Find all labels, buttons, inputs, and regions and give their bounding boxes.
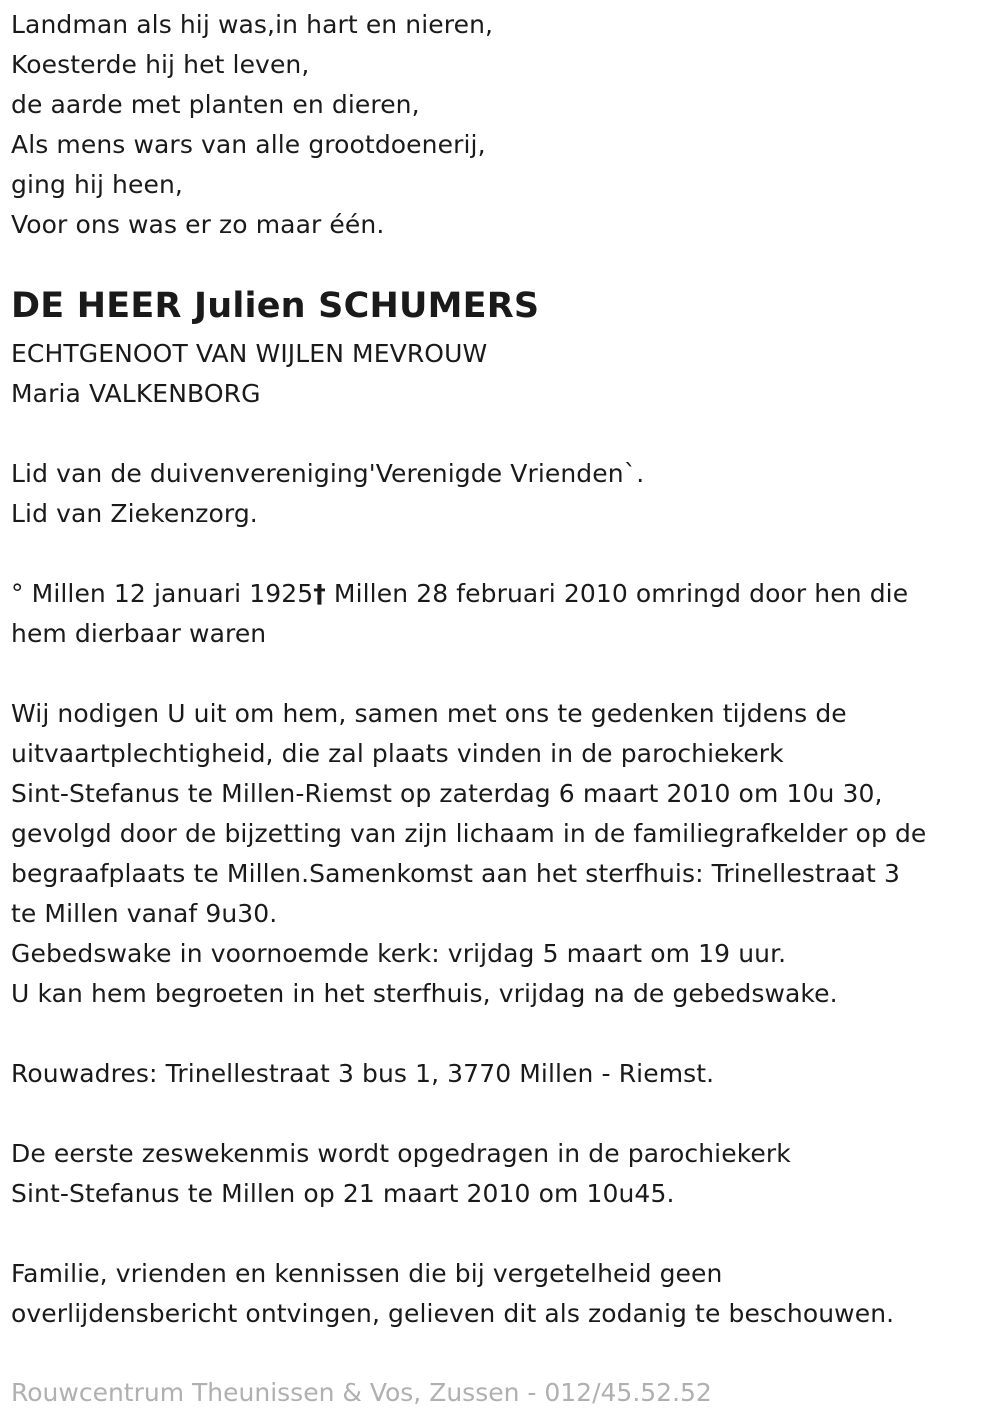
dates-line: hem dierbaar waren: [11, 619, 267, 648]
mourning-address: [11, 1054, 714, 1094]
poem-line: ging hij heen,: [11, 170, 183, 199]
invitation-line: Wij nodigen U uit om hem, samen met ons te gedenken tijdens de: [11, 699, 847, 728]
invitation-line: te Millen vanaf 9u30.: [11, 899, 278, 928]
spouse-line: ECHTGENOOT VAN WIJLEN MEVROUW: [11, 339, 488, 368]
memberships: [11, 454, 644, 534]
dates-line: [11, 574, 908, 614]
spouse-info: [11, 334, 487, 414]
death-date: Millen 28 februari 2010 omringd door hen die: [325, 579, 909, 608]
family-notice-line: Familie, vrienden en kennissen die bij vergetelheid geen: [11, 1259, 723, 1288]
deceased-name: DE HEER Julien SCHUMERS: [11, 286, 540, 326]
poem: [11, 5, 493, 245]
family-notice: [11, 1254, 894, 1334]
birth-date: ° Millen 12 januari 1925: [11, 579, 314, 608]
poem-line: Koesterde hij het leven,: [11, 50, 310, 79]
invitation-line: uitvaartplechtigheid, die zal plaats vinden in de parochiekerk: [11, 739, 784, 768]
mass-line: Sint-Stefanus te Millen op 21 maart 2010 om 10u45.: [11, 1179, 675, 1208]
poem-line: Als mens wars van alle grootdoenerij,: [11, 130, 486, 159]
membership-line: Lid van de duivenvereniging'Verenigde Vrienden`.: [11, 459, 645, 488]
invitation-line: begraafplaats te Millen.Samenkomst aan het sterfhuis: Trinellestraat 3: [11, 859, 900, 888]
spouse-name: Maria VALKENBORG: [11, 379, 261, 408]
invitation-line: gevolgd door de bijzetting van zijn lichaam in de familiegrafkelder op de: [11, 819, 927, 848]
membership-line: Lid van Ziekenzorg.: [11, 499, 258, 528]
birth-death-dates: [11, 574, 908, 654]
poem-line: Voor ons was er zo maar één.: [11, 210, 385, 239]
invitation-line: U kan hem begroeten in het sterfhuis, vrijdag na de gebedswake.: [11, 979, 838, 1008]
invitation-line: Sint-Stefanus te Millen-Riemst op zaterdag 6 maart 2010 om 10u 30,: [11, 779, 883, 808]
mass-line: De eerste zeswekenmis wordt opgedragen in de parochiekerk: [11, 1139, 791, 1168]
cross-icon: †: [313, 579, 326, 608]
family-notice-line: overlijdensbericht ontvingen, gelieven dit als zodanig te beschouwen.: [11, 1299, 895, 1328]
memorial-mass: [11, 1134, 791, 1214]
poem-line: de aarde met planten en dieren,: [11, 90, 420, 119]
funeral-invitation: [11, 694, 926, 1014]
funeral-home-footer: Rouwcentrum Theunissen & Vos, Zussen - 012/45.52.52: [11, 1378, 712, 1407]
poem-line: Landman als hij was,in hart en nieren,: [11, 10, 494, 39]
address-line: Rouwadres: Trinellestraat 3 bus 1, 3770 Millen - Riemst.: [11, 1059, 715, 1088]
invitation-line: Gebedswake in voornoemde kerk: vrijdag 5 maart om 19 uur.: [11, 939, 787, 968]
